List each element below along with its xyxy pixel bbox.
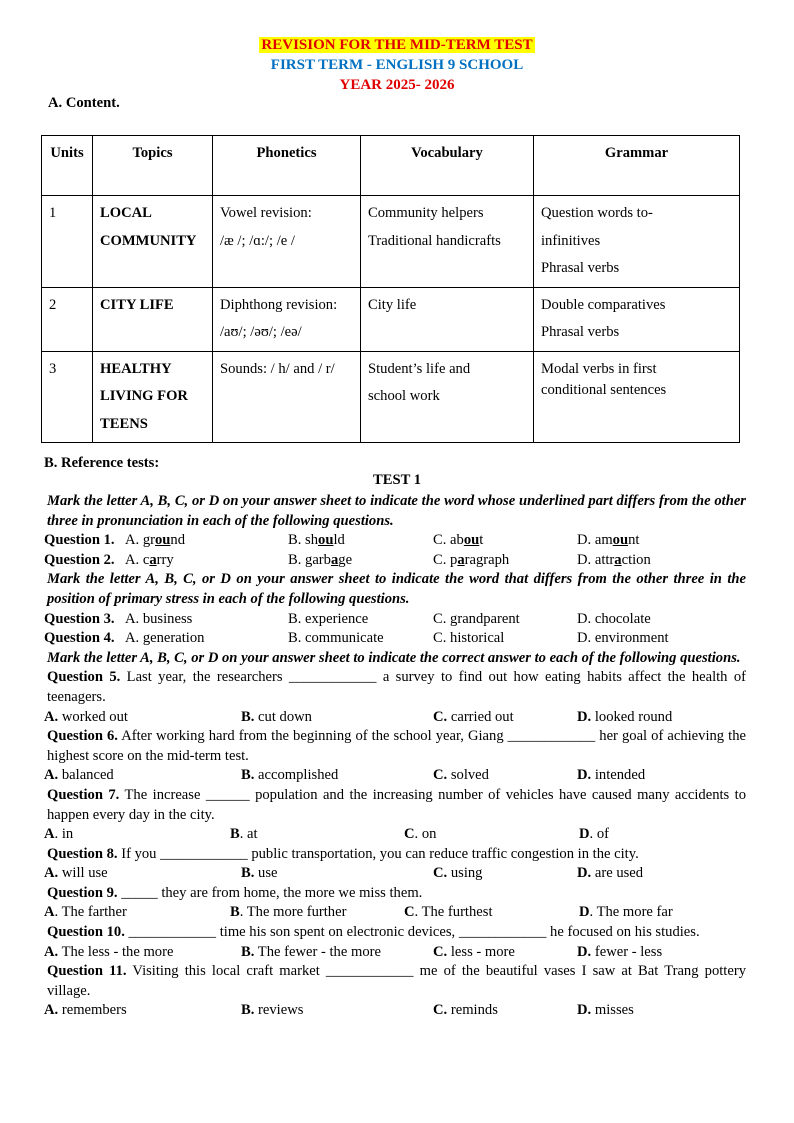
option-b[interactable]: B. experience <box>288 610 369 627</box>
option-c[interactable]: C. solved <box>433 767 489 784</box>
option-b[interactable]: B. garbage <box>288 551 353 568</box>
question-2 <box>44 551 746 571</box>
question-label: Question 2. <box>44 551 115 568</box>
col-header-topics: Topics <box>93 136 213 196</box>
option-c[interactable]: C. on <box>404 826 437 843</box>
section-a-heading: A. Content. <box>48 95 120 111</box>
question-8: Question 8. If you ____________ public transportation, you can reduce traffic congestion in the city. <box>47 845 639 862</box>
unit-grammar: Question words to- infinitives Phrasal verbs <box>534 196 740 288</box>
question-7-options <box>44 825 746 845</box>
unit-number: 2 <box>42 287 93 351</box>
option-a[interactable]: A. ground <box>125 532 186 549</box>
unit-phonetics: Vowel revision: /æ /; /ɑ:/; /e / <box>213 196 361 288</box>
option-c[interactable]: C. historical <box>433 630 505 647</box>
option-b[interactable]: B. The more further <box>230 904 347 921</box>
question-label: Question 3. <box>44 610 115 627</box>
option-c[interactable]: C. grandparent <box>433 610 520 627</box>
content-table <box>41 135 740 443</box>
question-9-options <box>44 903 746 923</box>
table-row <box>42 351 740 443</box>
unit-topic: LOCAL COMMUNITY <box>93 196 213 288</box>
option-d[interactable]: D. are used <box>577 865 644 882</box>
table-header-row <box>42 136 740 196</box>
option-a[interactable]: A. worked out <box>44 708 128 725</box>
unit-grammar: Double comparatives Phrasal verbs <box>534 287 740 351</box>
question-5-options <box>44 708 746 728</box>
unit-number: 1 <box>42 196 93 288</box>
option-a[interactable]: A. business <box>125 610 193 627</box>
option-d[interactable]: D. of <box>579 826 610 843</box>
option-b[interactable]: B. reviews <box>241 1002 304 1019</box>
unit-number: 3 <box>42 351 93 443</box>
option-b[interactable]: B. accomplished <box>241 767 339 784</box>
option-d[interactable]: D. chocolate <box>577 610 651 627</box>
question-11: Question 11. Visiting this local craft market ____________ me of the beautiful vases I saw at Bat Trang pottery village. <box>47 963 746 999</box>
question-10: Question 10. ____________ time his son spent on electronic devices, ____________ he focused on his studies. <box>47 924 700 941</box>
unit-vocabulary: City life <box>361 287 534 351</box>
option-d[interactable]: D. The more far <box>579 904 673 921</box>
question-11-options <box>44 1001 746 1021</box>
option-a[interactable]: A. carry <box>125 551 174 568</box>
option-c[interactable]: C. using <box>433 865 483 882</box>
option-a[interactable]: A. remembers <box>44 1002 127 1019</box>
option-a[interactable]: A. in <box>44 826 74 843</box>
option-c[interactable]: C. The furthest <box>404 904 493 921</box>
option-b[interactable]: B. should <box>288 532 345 549</box>
question-1 <box>44 531 746 551</box>
unit-topic: CITY LIFE <box>93 287 213 351</box>
option-a[interactable]: A. will use <box>44 865 108 882</box>
question-9: Question 9. _____ they are from home, the more we miss them. <box>47 884 423 901</box>
option-b[interactable]: B. communicate <box>288 630 384 647</box>
option-a[interactable]: A. balanced <box>44 767 114 784</box>
question-label: Question 1. <box>44 532 115 549</box>
question-4 <box>44 629 746 649</box>
question-6-options <box>44 766 746 786</box>
option-a[interactable]: A. The farther <box>44 904 127 921</box>
option-d[interactable]: D. misses <box>577 1002 634 1019</box>
option-c[interactable]: C. less - more <box>433 943 515 960</box>
question-5: Question 5. Last year, the researchers ____________ a survey to find out how eating habits affect the health of teenagers. <box>47 669 747 705</box>
option-c[interactable]: C. paragraph <box>433 551 510 568</box>
option-b[interactable]: B. use <box>241 865 278 882</box>
option-c[interactable]: C. about <box>433 532 484 549</box>
option-b[interactable]: B. cut down <box>241 708 312 725</box>
question-10-options <box>44 943 746 963</box>
question-6: Question 6. After working hard from the beginning of the school year, Giang ____________ her goal of achieving the highest score on the mid-term test. <box>47 728 746 764</box>
option-d[interactable]: D. intended <box>577 767 646 784</box>
instruction-stress: Mark the letter A, B, C, or D on your answer sheet to indicate the word that differs from the other three in the position of primary stress in each of the following questions. <box>47 571 746 607</box>
option-d[interactable]: D. amount <box>577 532 640 549</box>
col-header-grammar: Grammar <box>534 136 740 196</box>
document-subtitle: FIRST TERM - ENGLISH 9 SCHOOL <box>270 57 524 73</box>
document-title: REVISION FOR THE MID-TERM TEST <box>261 37 533 53</box>
unit-phonetics: Sounds: / h/ and / r/ <box>213 351 361 443</box>
question-8-options <box>44 864 746 884</box>
option-a[interactable]: A. generation <box>125 630 205 647</box>
option-d[interactable]: D. attraction <box>577 551 651 568</box>
option-b[interactable]: B. at <box>230 826 258 843</box>
unit-topic: HEALTHY LIVING FOR TEENS <box>93 351 213 443</box>
col-header-phonetics: Phonetics <box>213 136 361 196</box>
unit-vocabulary: Community helpers Traditional handicrafts <box>361 196 534 288</box>
unit-phonetics: Diphthong revision: /aʊ/; /əʊ/; /eə/ <box>213 287 361 351</box>
option-c[interactable]: C. carried out <box>433 708 514 725</box>
option-d[interactable]: D. fewer - less <box>577 943 663 960</box>
option-b[interactable]: B. The fewer - the more <box>241 943 381 960</box>
option-d[interactable]: D. environment <box>577 630 669 647</box>
document-year: YEAR 2025- 2026 <box>339 77 455 93</box>
test-body <box>44 492 746 1021</box>
table-row <box>42 287 740 351</box>
option-c[interactable]: C. reminds <box>433 1002 498 1019</box>
col-header-vocabulary: Vocabulary <box>361 136 534 196</box>
unit-grammar: Modal verbs in first conditional sentences <box>534 351 740 443</box>
col-header-units: Units <box>42 136 93 196</box>
question-7: Question 7. The increase ______ population and the increasing number of vehicles have caused many accidents to happen every day in the city. <box>47 786 747 823</box>
option-d[interactable]: D. looked round <box>577 708 673 725</box>
instruction-correct-answer: Mark the letter A, B, C, or D on your answer sheet to indicate the correct answer to each of the following questions. <box>47 649 741 666</box>
unit-vocabulary: Student’s life and school work <box>361 351 534 443</box>
section-b-heading: B. Reference tests: <box>44 455 160 471</box>
question-label: Question 4. <box>44 630 115 647</box>
test-title: TEST 1 <box>373 472 421 488</box>
option-a[interactable]: A. The less - the more <box>44 943 174 960</box>
table-row <box>42 196 740 288</box>
instruction-pronunciation: Mark the letter A, B, C, or D on your answer sheet to indicate the word whose underlined part differs from the other three in pronunciation in each of the following questions. <box>47 493 746 529</box>
question-3 <box>44 610 746 630</box>
